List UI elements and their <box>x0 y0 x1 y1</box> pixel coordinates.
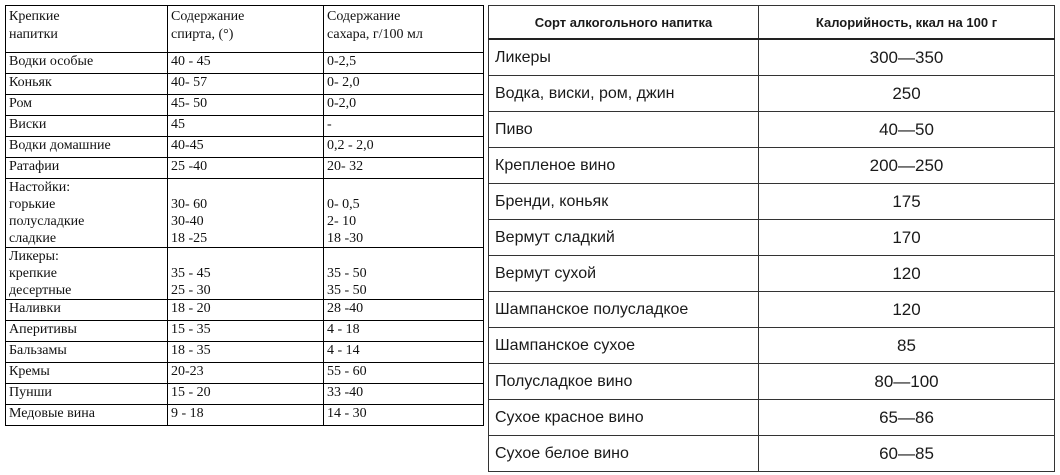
cell-calories: 85 <box>759 328 1055 364</box>
cell-drink-name: Водка, виски, ром, джин <box>489 76 759 112</box>
cell-name <box>6 342 168 363</box>
table-row <box>489 400 1055 436</box>
calorie-table <box>488 5 1055 472</box>
cell-alcohol <box>168 342 324 363</box>
header-line: Содержание <box>327 9 401 24</box>
cell-line: 35 - 50 <box>327 283 367 298</box>
cell-line: крепкие <box>9 266 58 281</box>
table-row <box>6 95 484 116</box>
cell-name <box>6 384 168 405</box>
strong-drinks-table <box>5 5 484 426</box>
cell-line: Кремы <box>9 364 50 379</box>
cell-drink-name: Вермут сладкий <box>489 220 759 256</box>
cell-line: горькие <box>9 197 56 212</box>
table-row <box>489 328 1055 364</box>
calorie-table-body <box>489 39 1055 472</box>
table-row <box>489 220 1055 256</box>
cell-line: 30- 60 <box>171 197 208 212</box>
cell-calories: 175 <box>759 184 1055 220</box>
cell-line: 0-2,5 <box>327 54 357 69</box>
cell-drink-name: Сухое красное вино <box>489 400 759 436</box>
cell-line: Ром <box>9 96 33 111</box>
cell-line: Наливки <box>9 301 61 316</box>
table-row <box>6 384 484 405</box>
cell-alcohol <box>168 74 324 95</box>
cell-drink-name: Шампанское полусладкое <box>489 292 759 328</box>
cell-calories: 120 <box>759 256 1055 292</box>
cell-line: Виски <box>9 117 47 132</box>
table-row <box>6 158 484 179</box>
header-line: сахара, г/100 мл <box>327 27 423 42</box>
cell-line: 20-23 <box>171 364 204 379</box>
cell-alcohol <box>168 321 324 342</box>
cell-name <box>6 158 168 179</box>
table-row <box>6 363 484 384</box>
cell-name <box>6 74 168 95</box>
cell-line <box>327 248 480 265</box>
cell-line: 45 <box>171 117 185 132</box>
cell-line: Бальзамы <box>9 343 67 358</box>
cell-line: Ликеры: <box>9 249 59 264</box>
cell-name <box>6 405 168 426</box>
cell-line: 2- 10 <box>327 214 357 229</box>
cell-sugar <box>324 300 484 321</box>
cell-name <box>6 116 168 137</box>
table-row <box>489 436 1055 472</box>
cell-drink-name: Ликеры <box>489 39 759 76</box>
cell-name <box>6 321 168 342</box>
table-row <box>6 342 484 363</box>
cell-line: 18 - 20 <box>171 301 211 316</box>
cell-alcohol <box>168 363 324 384</box>
cell-sugar <box>324 363 484 384</box>
cell-calories: 80—100 <box>759 364 1055 400</box>
table-row <box>6 74 484 95</box>
cell-drink-name: Вермут сухой <box>489 256 759 292</box>
header-sugar <box>324 6 484 53</box>
cell-name <box>6 179 168 248</box>
table-header-row <box>489 6 1055 40</box>
cell-sugar <box>324 342 484 363</box>
cell-drink-name: Крепленое вино <box>489 148 759 184</box>
cell-line: Ратафии <box>9 159 60 174</box>
cell-drink-name: Полусладкое вино <box>489 364 759 400</box>
cell-line: 18 - 35 <box>171 343 211 358</box>
cell-alcohol <box>168 248 324 300</box>
cell-line: 20- 32 <box>327 159 364 174</box>
cell-line <box>327 179 480 196</box>
cell-name <box>6 53 168 74</box>
cell-sugar <box>324 116 484 137</box>
table-row <box>489 148 1055 184</box>
cell-line: Водки особые <box>9 54 94 69</box>
cell-line: Настойки: <box>9 180 71 195</box>
cell-line: 40 - 45 <box>171 54 211 69</box>
table-row <box>6 179 484 248</box>
cell-calories: 200—250 <box>759 148 1055 184</box>
cell-alcohol <box>168 300 324 321</box>
cell-line <box>171 179 320 196</box>
cell-line: 35 - 50 <box>327 266 367 281</box>
cell-line: сладкие <box>9 231 57 246</box>
cell-calories: 300—350 <box>759 39 1055 76</box>
table-row <box>6 300 484 321</box>
header-line: напитки <box>9 27 58 42</box>
cell-line: 40-45 <box>171 138 204 153</box>
header-line: Содержание <box>171 9 245 24</box>
cell-line: 9 - 18 <box>171 406 204 421</box>
table-row <box>489 256 1055 292</box>
table-row <box>6 248 484 300</box>
cell-calories: 120 <box>759 292 1055 328</box>
table-row <box>489 39 1055 76</box>
cell-line: 4 - 18 <box>327 322 360 337</box>
cell-alcohol <box>168 53 324 74</box>
cell-line: 25 - 30 <box>171 283 211 298</box>
cell-drink-name: Бренди, коньяк <box>489 184 759 220</box>
cell-calories: 170 <box>759 220 1055 256</box>
cell-line: 33 -40 <box>327 385 364 400</box>
cell-alcohol <box>168 95 324 116</box>
table-row <box>489 292 1055 328</box>
cell-sugar <box>324 405 484 426</box>
cell-line: 28 -40 <box>327 301 364 316</box>
cell-sugar <box>324 321 484 342</box>
cell-sugar <box>324 74 484 95</box>
cell-alcohol <box>168 116 324 137</box>
cell-sugar <box>324 53 484 74</box>
cell-line: 15 - 35 <box>171 322 211 337</box>
cell-name <box>6 300 168 321</box>
cell-calories: 250 <box>759 76 1055 112</box>
cell-line: полусладкие <box>9 214 85 229</box>
cell-line: - <box>327 117 332 132</box>
cell-line: Аперитивы <box>9 322 77 337</box>
cell-sugar <box>324 137 484 158</box>
table-row <box>489 364 1055 400</box>
cell-line: 15 - 20 <box>171 385 211 400</box>
cell-drink-name: Пиво <box>489 112 759 148</box>
cell-line: 30-40 <box>171 214 204 229</box>
cell-sugar <box>324 384 484 405</box>
table-row <box>489 76 1055 112</box>
cell-drink-name: Сухое белое вино <box>489 436 759 472</box>
cell-line: 14 - 30 <box>327 406 367 421</box>
header-alcohol <box>168 6 324 53</box>
cell-name <box>6 248 168 300</box>
table-row <box>6 137 484 158</box>
cell-line: 55 - 60 <box>327 364 367 379</box>
cell-calories: 65—86 <box>759 400 1055 436</box>
cell-sugar <box>324 158 484 179</box>
cell-sugar <box>324 179 484 248</box>
table-row <box>6 321 484 342</box>
cell-alcohol <box>168 158 324 179</box>
cell-name <box>6 137 168 158</box>
table-row <box>6 405 484 426</box>
cell-alcohol <box>168 384 324 405</box>
cell-line: Медовые вина <box>9 406 95 421</box>
cell-sugar <box>324 248 484 300</box>
cell-calories: 60—85 <box>759 436 1055 472</box>
cell-line: Водки домашние <box>9 138 111 153</box>
cell-sugar <box>324 95 484 116</box>
cell-line: 18 -30 <box>327 231 364 246</box>
header-drink-type: Сорт алкогольного напитка <box>489 6 759 40</box>
cell-line: Пунши <box>9 385 52 400</box>
table-header-row <box>6 6 484 53</box>
cell-name <box>6 95 168 116</box>
cell-line: 0-2,0 <box>327 96 357 111</box>
cell-line: 45- 50 <box>171 96 208 111</box>
cell-line: 4 - 14 <box>327 343 360 358</box>
cell-alcohol <box>168 405 324 426</box>
cell-line: 0,2 - 2,0 <box>327 138 374 153</box>
header-drinks <box>6 6 168 53</box>
cell-line: 0- 2,0 <box>327 75 360 90</box>
cell-line: 0- 0,5 <box>327 197 360 212</box>
cell-line: 25 -40 <box>171 159 208 174</box>
cell-line <box>171 248 320 265</box>
cell-drink-name: Шампанское сухое <box>489 328 759 364</box>
table-row <box>6 53 484 74</box>
cell-alcohol <box>168 179 324 248</box>
header-line: Крепкие <box>9 9 60 24</box>
cell-line: Коньяк <box>9 75 52 90</box>
cell-line: 40- 57 <box>171 75 208 90</box>
cell-calories: 40—50 <box>759 112 1055 148</box>
strong-drinks-table-body <box>6 6 484 426</box>
cell-line: десертные <box>9 283 72 298</box>
cell-alcohol <box>168 137 324 158</box>
table-row <box>489 112 1055 148</box>
cell-line: 35 - 45 <box>171 266 211 281</box>
header-line: спирта, (°) <box>171 27 234 42</box>
cell-line: 18 -25 <box>171 231 208 246</box>
cell-name <box>6 363 168 384</box>
table-row <box>6 116 484 137</box>
table-row <box>489 184 1055 220</box>
header-calories: Калорийность, ккал на 100 г <box>759 6 1055 40</box>
